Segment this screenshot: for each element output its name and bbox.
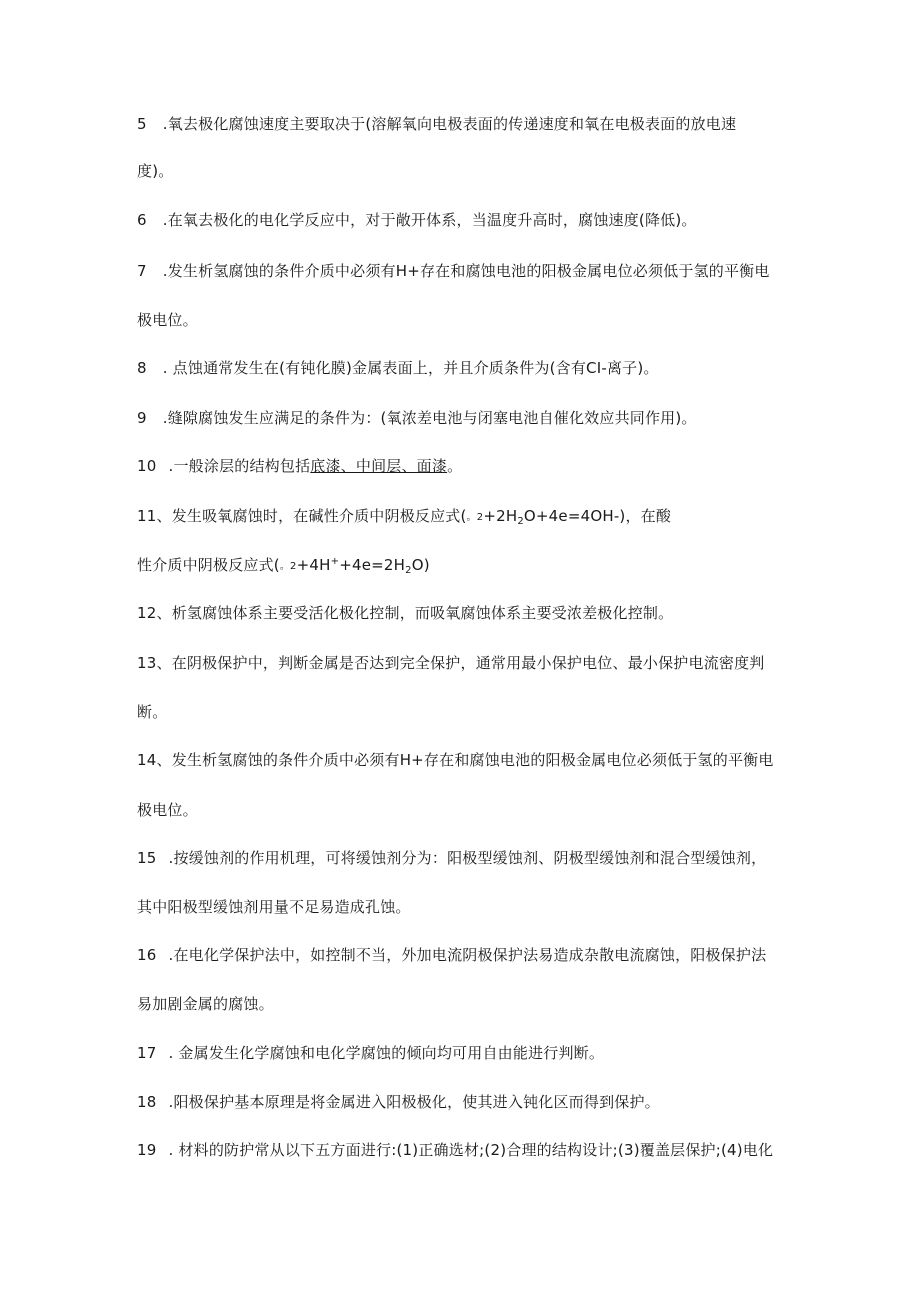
item-text: 其中阳极型缓蚀剂用量不足易造成孔蚀。 bbox=[137, 898, 411, 916]
item-number: 15 bbox=[137, 849, 157, 867]
item-16-line-1 bbox=[137, 945, 766, 965]
item-text: 断。 bbox=[137, 703, 168, 721]
item-text: 极电位。 bbox=[137, 801, 198, 819]
item-14-line-1 bbox=[137, 750, 774, 770]
item-17-line-1 bbox=[137, 1043, 604, 1063]
item-15-line-2 bbox=[137, 897, 411, 917]
item-number: 17 bbox=[137, 1044, 157, 1062]
item-5-line-1 bbox=[137, 114, 736, 134]
item-text: 。 bbox=[447, 457, 463, 475]
item-text: 极电位。 bbox=[137, 311, 198, 329]
item-11-line-2 bbox=[137, 555, 430, 577]
item-7-line-1 bbox=[137, 261, 770, 281]
item-number: 12、 bbox=[137, 604, 172, 622]
item-number: 19 bbox=[137, 1141, 157, 1159]
formula-text: +4e=2H bbox=[339, 556, 406, 574]
item-text: .一般涂层的结构包括 bbox=[168, 457, 311, 475]
item-13-line-1 bbox=[137, 653, 765, 673]
subscript: 2 bbox=[405, 565, 412, 576]
subscript: 2 bbox=[517, 516, 524, 527]
item-text: 易加剧金属的腐蚀。 bbox=[137, 995, 274, 1013]
item-text: . 点蚀通常发生在(有钝化膜)金属表面上，并且介质条件为(含有CI-离子)。 bbox=[162, 359, 659, 377]
item-text: .发生析氢腐蚀的条件介质中必须有H+存在和腐蚀电池的阳极金属电位必须低于氢的平衡电 bbox=[162, 262, 770, 280]
item-text: 发生吸氧腐蚀时，在碱性介质中阴极反应式( bbox=[171, 507, 467, 525]
item-11-line-1 bbox=[137, 506, 671, 528]
formula-text: +4H bbox=[296, 556, 331, 574]
item-text: . 材料的防护常从以下五方面进行:(1)正确选材;(2)合理的结构设计;(3)覆盖层保护;(4)电化 bbox=[168, 1141, 774, 1159]
item-text: 度)。 bbox=[137, 162, 174, 180]
item-text: 性介质中阴极反应式( bbox=[137, 556, 280, 574]
item-13-line-2 bbox=[137, 702, 167, 722]
formula-text: O+4e=4OH-)，在酸 bbox=[523, 507, 672, 525]
item-text: .在氧去极化的电化学反应中，对于敞开体系，当温度升高时，腐蚀速度(降低)。 bbox=[162, 211, 697, 229]
item-number: 6 bbox=[137, 211, 147, 229]
item-text: 发生析氢腐蚀的条件介质中必须有H+存在和腐蚀电池的阳极金属电位必须低于氢的平衡电 bbox=[171, 751, 774, 769]
item-9-line-1 bbox=[137, 408, 697, 428]
item-16-line-2 bbox=[137, 994, 274, 1014]
item-text: .阳极保护基本原理是将金属进入阳极极化，使其进入钝化区而得到保护。 bbox=[168, 1093, 660, 1111]
item-number: 18 bbox=[137, 1093, 157, 1111]
item-text: .在电化学保护法中，如控制不当，外加电流阴极保护法易造成杂散电流腐蚀，阳极保护法 bbox=[168, 946, 767, 964]
item-10-line-1 bbox=[137, 456, 462, 476]
formula-o2: 。2 bbox=[466, 512, 484, 523]
item-12-line-1 bbox=[137, 603, 673, 623]
item-number: 9 bbox=[137, 409, 147, 427]
item-8-line-1 bbox=[137, 358, 659, 378]
item-6-line-1 bbox=[137, 210, 697, 230]
item-number: 10 bbox=[137, 457, 157, 475]
item-text: 析氢腐蚀体系主要受活化极化控制，而吸氧腐蚀体系主要受浓差极化控制。 bbox=[171, 604, 674, 622]
item-number: 11、 bbox=[137, 507, 172, 525]
item-19-line-1 bbox=[137, 1140, 773, 1160]
item-14-line-2 bbox=[137, 800, 198, 820]
formula-text: +2H bbox=[483, 507, 518, 525]
formula-o2: 。2 bbox=[279, 561, 297, 572]
item-text: 在阴极保护中，判断金属是否达到完全保护，通常用最小保护电位、最小保护电流密度判 bbox=[171, 654, 765, 672]
item-text: .氧去极化腐蚀速度主要取决于(溶解氧向电极表面的传递速度和氧在电极表面的放电速 bbox=[162, 115, 737, 133]
item-7-line-2 bbox=[137, 310, 198, 330]
item-text: . 金属发生化学腐蚀和电化学腐蚀的倾向均可用自由能进行判断。 bbox=[168, 1044, 605, 1062]
item-18-line-1 bbox=[137, 1092, 660, 1112]
item-number: 5 bbox=[137, 115, 147, 133]
item-text: .缝隙腐蚀发生应满足的条件为：(氧浓差电池与闭塞电池自催化效应共同作用)。 bbox=[162, 409, 697, 427]
superscript: + bbox=[330, 556, 340, 567]
item-number: 8 bbox=[137, 359, 147, 377]
item-number: 13、 bbox=[137, 654, 172, 672]
item-number: 14、 bbox=[137, 751, 172, 769]
item-number: 7 bbox=[137, 262, 147, 280]
underlined-text: 底漆、中间层、面漆 bbox=[310, 457, 448, 475]
item-15-line-1 bbox=[137, 848, 766, 868]
item-number: 16 bbox=[137, 946, 157, 964]
formula-text: O) bbox=[411, 556, 430, 574]
item-text: .按缓蚀剂的作用机理，可将缓蚀剂分为：阳极型缓蚀剂、阴极型缓蚀剂和混合型缓蚀剂， bbox=[168, 849, 767, 867]
item-5-line-2 bbox=[137, 161, 173, 181]
